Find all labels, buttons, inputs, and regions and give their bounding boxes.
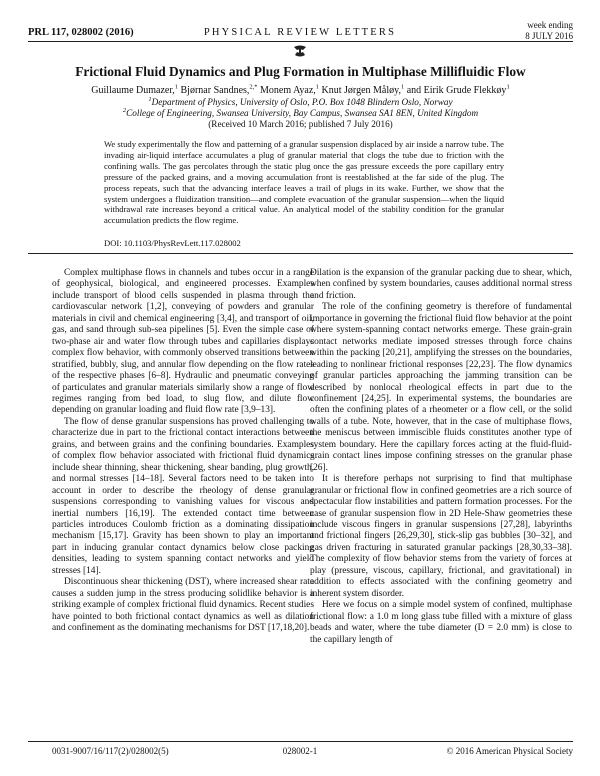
article-title: Frictional Fluid Dynamics and Plug Formation in Multiphase Millifluidic Flow [75,64,526,79]
affiliation-2 [28,108,573,118]
abstract-rule [28,253,573,254]
paragraph: Complex multiphase flows in channels and tubes occur in a range of geophysical, biological, and engineered processes. Examples include transport of blood cells suspended in plasma through the cardiovascular network [1,2], conveying of powders and granular materials in civil and chemical engineering [3,4], and transport of oil, gas, and sand through sub-sea pipelines [5]. Even the simple case of two-phase air and water flow through tubes and capillaries displays complex flow behavior, with commonly observed transitions between stratified, bubbly, slug, and annular flow depending on the flow rates of the respective phases [6–8]. Hydraulic and pneumatic conveying of particulates and granular materials similarly show a range of flow regimes ranging from bed load, to slug flow, and dilute flow depending on granular loading and fluid flow rate [3,9–13]. [52,268,314,416]
journal-name: PHYSICAL REVIEW LETTERS [203,27,397,38]
author: Monem Ayaz, [260,85,316,96]
copyright: © 2016 American Physical Society [446,746,573,756]
issn-code: 0031-9007/16/117(2)/028002(5) [52,746,169,756]
author: and Eirik Grude Flekkøy [406,85,507,96]
author: Knut Jørgen Måløy, [321,85,401,96]
journal-reference: PRL 117, 028002 (2016) [28,27,134,38]
page-number: 028002-1 [282,746,318,756]
affiliation-text: Department of Physics, University of Oslo, P.O. Box 1048 Blindern Oslo, Norway [151,97,453,107]
affiliation-text: College of Engineering, Swansea University, Bay Campus, Swansea SA1 8EN, United Kingdom [126,108,479,118]
paragraph: The role of the confining geometry is therefore of fundamental importance in governing the frictional fluid flow behavior at the point where system-spanning contact networks emerge. These grain-grain contact networks mediate imposed stresses through force chains within the packing [20,21], amplifying the stresses on the boundaries, leading to nonlinear frictional responses [22,23]. The flow dynamics of granular particles approaching the jamming transition can be described by nonlocal rheological effects in part due to the confinement [24,25]. In experimental systems, the boundaries are often the confining plates of a rheometer or a flow cell, or the solid walls of a tube. Note, however, that in the case of multiphase flows, the meniscus between immiscible fluids constitutes another type of system boundary. Here the capillary forces acting at the fluid-fluid-grain contact lines impose confining stresses on the granular phase [26]. [310,302,572,473]
body-column-left [52,268,314,635]
author-affiliation-mark: 1 [174,83,179,91]
received-dates: (Received 10 March 2016; published 7 July 2016) [208,119,393,129]
header-rule [28,41,573,42]
paragraph: It is therefore perhaps not surprising to find that multiphase granular or frictional flow in confined geometries are a rich source of spectacular flow instabilities and pattern formation processes. For the case of granular suspension flow in 2D Hele-Shaw geometries these include viscous fingers in granular suspensions [27,28], labyrinths and frictional fingers [26,29,30], stick-slip gas bubbles [30–32], and gas driven fracturing in saturated granular packings [28,30,33–38]. The complexity of flow behavior stems from the variety of forces at play (pressure, viscous, capillary, frictional, and gravitational) in addition to effects associated with the confining geometry and inherent system disorder. [310,474,572,599]
week-label: week ending [527,20,573,30]
author-affiliation-mark: 2,* [249,83,258,91]
affiliation-number: 2 [122,106,127,114]
affiliation-number: 1 [148,95,152,103]
issue-date [525,20,573,41]
paragraph: Here we focus on a simple model system of confined, multiphase frictional flow: a 1.0 m long glass tube filled with a mixture of glass beads and water, where the tube diameter (D = 2.0 mm) is close to the capillary length of [310,600,572,645]
crossmark-icon [290,44,310,58]
abstract: We study experimentally the flow and patterning of a granular suspension displaced by air inside a narrow tube. The invading air-liquid interface accumulates a plug of granular material that clogs the tube due to friction with the confining walls. The gas percolates through the static plug once the gas pressure exceeds the pore capillary entry pressure of the packed grains, and a moving accumulation front is reestablished at the far side of the plug. The process repeats, such that the advancing interface leaves a trail of plugs in its wake. Further, we show that the system undergoes a fluidization transition—and complete evacuation of the granular suspension—when the liquid withdrawal rate increases beyond a critical value. An analytical model of the stability condition for the granular accumulation predicts the flow regime. [104,139,504,226]
body-column-right [310,268,572,646]
date-label: 8 JULY 2016 [525,30,573,41]
paragraph: Dilation is the expansion of the granular packing due to shear, which, when confined by system boundaries, causes additional normal stress and friction. [310,268,572,301]
footer-rule [28,741,573,742]
paragraph: The flow of dense granular suspensions has proved challenging to characterize due in part to the frictional contact interactions between grains, and between grains and the confining boundaries. Examples of complex flow behavior associated with frictional fluid dynamics include shear thinning, shear thickening, shear banding, plug growth, and normal stresses [14–18]. Several factors need to be taken into account in order to describe the rheology of dense granular suspensions corresponding to vanishing values for viscous and inertial numbers [16,19]. The extended contact time between particles introduces Coulomb friction as a dominating dissipation mechanism [15,17]. Gravity has been shown to play an important part in inducing granular contact dynamics below close packing densities, leading to system spanning contact networks and yield stresses [14]. [52,416,314,576]
author-affiliation-mark: 1 [400,83,405,91]
doi-link[interactable]: DOI: 10.1103/PhysRevLett.117.028002 [104,238,241,248]
author: Guillaume Dumazer, [91,85,175,96]
affiliation-1 [28,97,573,107]
author-affiliation-mark: 1 [315,83,320,91]
author-affiliation-mark: 1 [506,83,510,91]
author-list [28,85,573,96]
paragraph: Discontinuous shear thickening (DST), where increased shear rate causes a sudden jump in the stress producing solidlike behavior is a striking example of complex frictional fluid dynamics. Recent studies have pointed to both frictional contact dynamics as well as dilation and confinement as the dominating mechanisms for DST [17,18,20]. [52,577,314,634]
author: Bjørnar Sandnes, [180,85,250,96]
